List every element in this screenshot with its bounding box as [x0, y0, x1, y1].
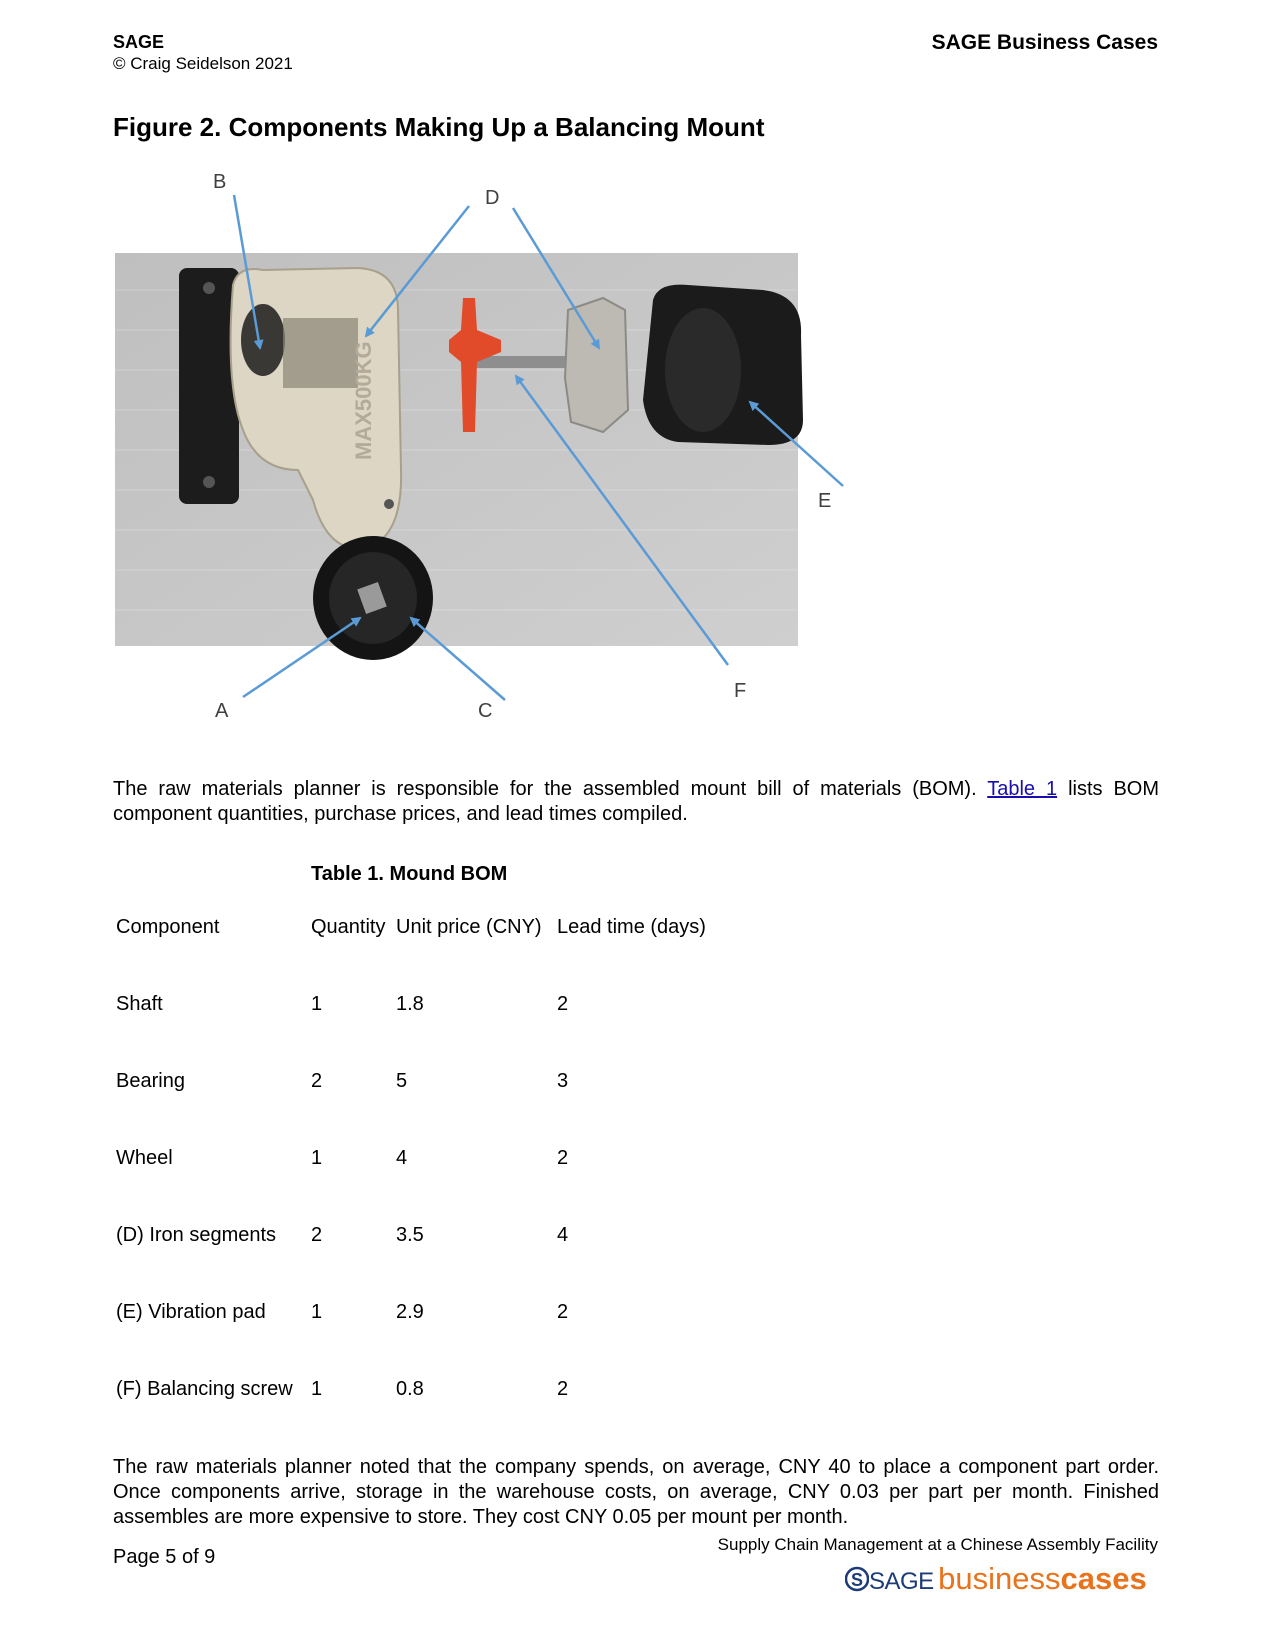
cell-lead-time: 4 — [557, 1224, 569, 1246]
publisher-brand: SAGE — [113, 32, 165, 52]
table-row — [0, 992, 800, 1018]
table-header-component: Component — [116, 916, 220, 938]
table-header-unit-price: Unit price (CNY) — [396, 916, 542, 938]
table-row — [0, 1146, 800, 1172]
iron-segment — [565, 298, 628, 432]
cell-unit-price: 3.5 — [396, 1224, 424, 1246]
cell-component: (E) Vibration pad — [116, 1301, 266, 1323]
table-header-lead-time: Lead time (days) — [557, 916, 706, 938]
cell-quantity: 1 — [311, 993, 323, 1015]
intro-text: The raw materials planner is responsible for the assembled mount bill of materials (BOM). — [113, 778, 977, 800]
bom-intro-paragraph — [113, 777, 1159, 827]
intro-text-end: lists BOM component quantities, purchase prices, and lead times compiled. — [113, 778, 1160, 825]
mounting-plate — [179, 268, 239, 504]
label-b: B — [213, 171, 227, 193]
cell-unit-price: 1.8 — [396, 993, 424, 1015]
table-title: Table 1. Mound BOM — [311, 863, 508, 885]
bearing-hole — [241, 304, 285, 376]
label-c: C — [478, 700, 493, 722]
collection-title: SAGE Business Cases — [931, 31, 1158, 54]
cell-component: (D) Iron segments — [116, 1224, 277, 1246]
cell-component: Bearing — [116, 1070, 185, 1092]
table-row — [0, 1223, 800, 1249]
cell-lead-time: 2 — [557, 1147, 569, 1169]
sage-business-cases-logo — [845, 1561, 1155, 1601]
table-1-link[interactable]: Table 1 — [987, 778, 1058, 800]
cell-quantity: 1 — [311, 1147, 323, 1169]
table-header-quantity: Quantity — [311, 916, 386, 938]
cell-component: (F) Balancing screw — [116, 1378, 293, 1400]
cell-quantity: 1 — [311, 1378, 323, 1400]
label-e: E — [818, 490, 832, 512]
footer-document-title: Supply Chain Management at a Chinese Assembly Facility — [717, 1535, 1158, 1554]
cell-component: Shaft — [116, 993, 163, 1015]
balancing-screw — [475, 356, 570, 368]
figure-title: Figure 2. Components Making Up a Balancing Mount — [113, 112, 765, 142]
logo-cases: cases — [1060, 1561, 1147, 1596]
page-number: Page 5 of 9 — [113, 1546, 216, 1568]
label-f: F — [734, 680, 747, 702]
copyright: © Craig Seidelson 2021 — [113, 54, 293, 73]
cell-unit-price: 5 — [396, 1070, 408, 1092]
cell-unit-price: 0.8 — [396, 1378, 424, 1400]
table-row — [0, 1300, 800, 1326]
svg-text:S: S — [851, 1570, 864, 1590]
cell-quantity: 2 — [311, 1070, 323, 1092]
cell-unit-price: 4 — [396, 1147, 408, 1169]
logo-sage: SAGE — [869, 1568, 934, 1595]
table-row — [0, 1069, 800, 1095]
balancing-mount-figure — [113, 170, 913, 760]
label-a: A — [215, 700, 229, 722]
stamp-text: MAX500KG — [351, 341, 376, 460]
cell-lead-time: 2 — [557, 1301, 569, 1323]
cell-quantity: 1 — [311, 1301, 323, 1323]
label-d: D — [485, 187, 500, 209]
ordering-cost-paragraph: The raw materials planner noted that the company spends, on average, CNY 40 to place a component part order. Once components arrive, storage in the warehouse costs, on average, CNY 0.03 per part per month. Finished assembles are more expensive to store. They cost CNY 0.05 per mount per month. — [113, 1456, 1159, 1528]
logo-business: business — [938, 1561, 1061, 1596]
cell-lead-time: 3 — [557, 1070, 569, 1092]
cell-quantity: 2 — [311, 1224, 323, 1246]
cell-lead-time: 2 — [557, 1378, 569, 1400]
table-row — [0, 1377, 800, 1403]
cell-component: Wheel — [116, 1147, 173, 1169]
cell-unit-price: 2.9 — [396, 1301, 424, 1323]
sage-s-icon — [845, 1565, 869, 1593]
cell-lead-time: 2 — [557, 993, 569, 1015]
header-left — [113, 32, 293, 74]
